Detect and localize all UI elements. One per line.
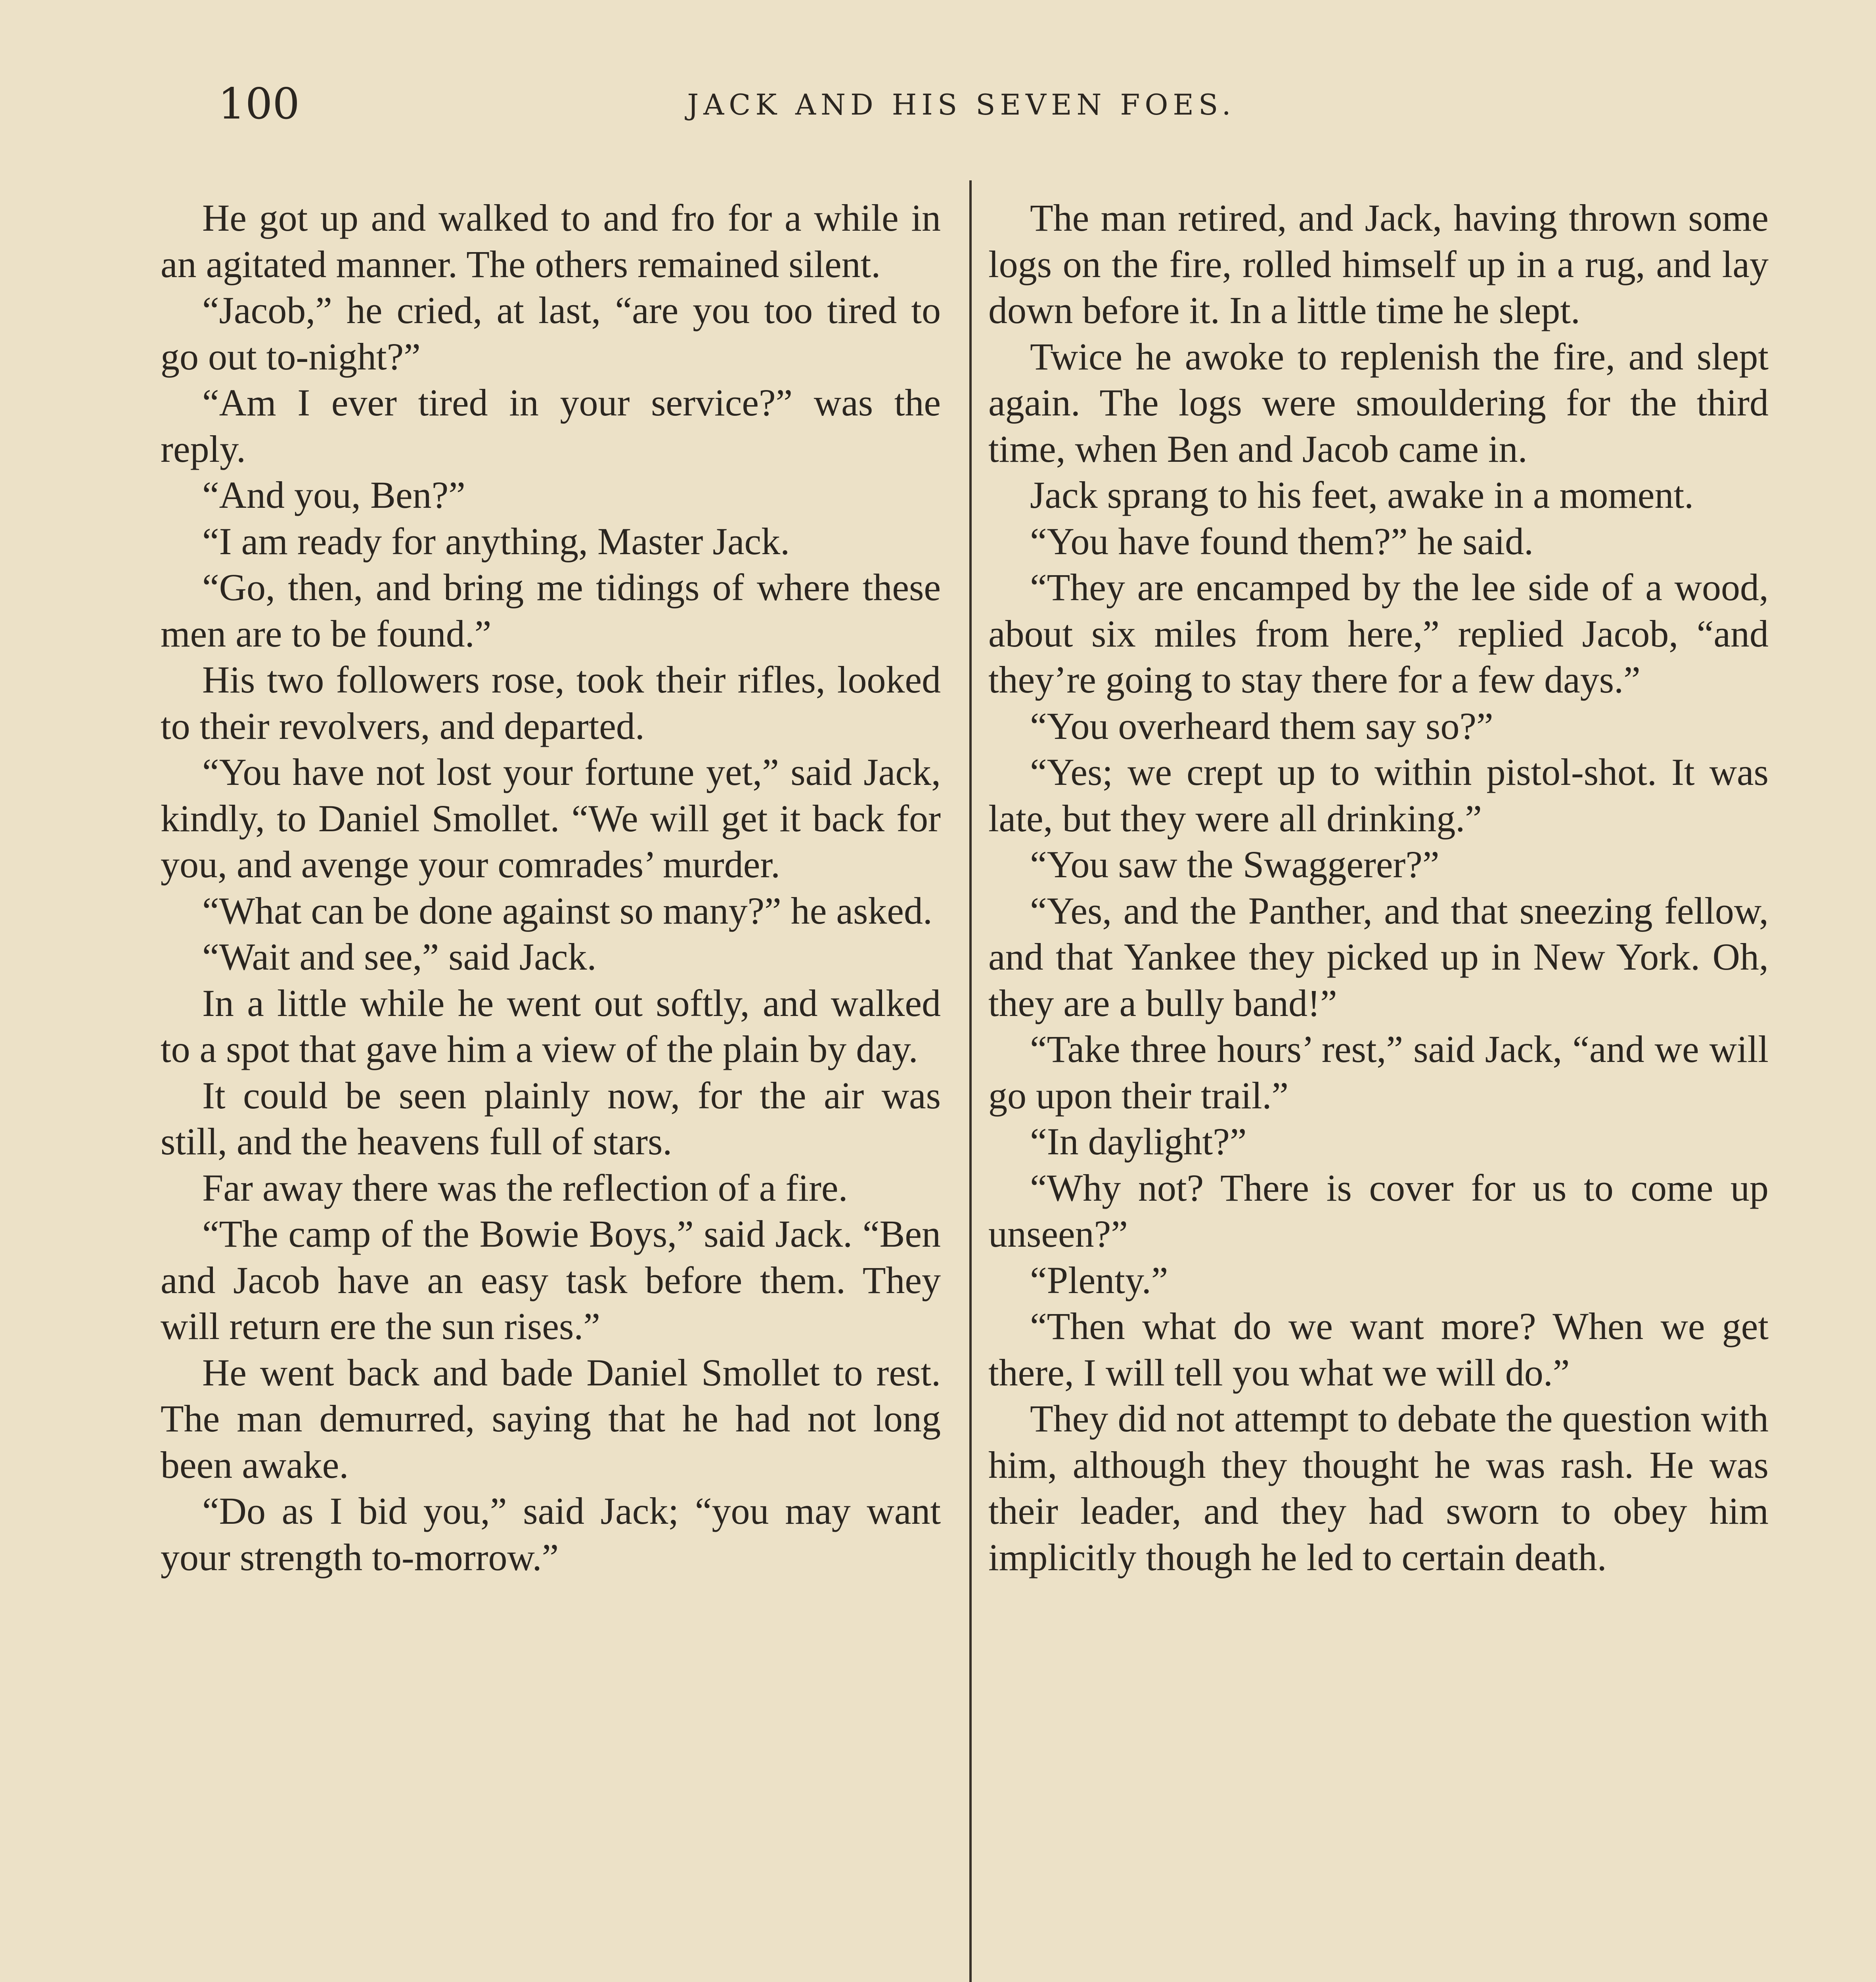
column-divider xyxy=(969,180,972,1982)
paragraph: In a little while he went out softly, and walked to a spot that gave him a view of the plain by day. xyxy=(161,981,941,1070)
right-column-top xyxy=(988,195,1769,1580)
paragraph: “The camp of the Bowie Boys,” said Jack. “Ben and Jacob have an easy task before them. They will return ere the sun rises.” xyxy=(161,1213,941,1347)
paragraph: The man retired, and Jack, having thrown some logs on the fire, rolled himself up in a rug, and lay down before it. In a little time he slept. xyxy=(988,197,1769,331)
paragraph: It could be seen plainly now, for the air was still, and the heavens full of stars. xyxy=(161,1074,941,1163)
paragraph: Twice he awoke to replenish the fire, and slept again. The logs were smouldering for the third time, when Ben and Jacob came in. xyxy=(988,335,1769,470)
paragraph: “They are encamped by the lee side of a wood, about six miles from here,” replied Jacob, “and they’re going to stay there for a few days.” xyxy=(988,566,1769,701)
paragraph: “Why not? There is cover for us to come up unseen?” xyxy=(988,1166,1769,1255)
paragraph: “Jacob,” he cried, at last, “are you too tired to go out to-night?” xyxy=(161,289,941,378)
paragraph: “What can be done against so many?” he asked. xyxy=(202,889,932,932)
paragraph: “Take three hours’ rest,” said Jack, “and we will go upon their trail.” xyxy=(988,1028,1769,1117)
paragraph: His two followers rose, took their rifles, looked to their revolvers, and departed. xyxy=(161,658,941,747)
paragraph: “Yes, and the Panther, and that sneezing fellow, and that Yankee they picked up in New York. Oh, they are a bully band!” xyxy=(988,889,1769,1024)
paragraph: “Yes; we crept up to within pistol-shot. It was late, but they were all drinking.” xyxy=(988,751,1769,840)
paragraph: “You have not lost your fortune yet,” said Jack, kindly, to Daniel Smollet. “We will get it back for you, and avenge your comrades’ murder. xyxy=(161,751,941,886)
paragraph: “I am ready for anything, Master Jack. xyxy=(202,520,790,562)
paragraph: “In daylight?” xyxy=(1030,1120,1247,1163)
running-title: JACK AND HIS SEVEN FOES. xyxy=(687,88,1236,121)
paragraph: Jack sprang to his feet, awake in a moment. xyxy=(1030,474,1694,516)
running-header xyxy=(159,79,1764,135)
paragraph: “Then what do we want more? When we get there, I will tell you what we will do.” xyxy=(988,1305,1769,1394)
paragraph: “And you, Ben?” xyxy=(202,474,465,516)
paragraph: “Am I ever tired in your service?” was the reply. xyxy=(161,381,941,470)
paragraph: “Go, then, and bring me tidings of where these men are to be found.” xyxy=(161,566,941,655)
page-number: 100 xyxy=(218,79,300,129)
paragraph: He got up and walked to and fro for a while in an agitated manner. The others remained silent. xyxy=(161,197,941,285)
paragraph: “Wait and see,” said Jack. xyxy=(202,936,597,978)
paragraph: “You saw the Swaggerer?” xyxy=(1030,843,1440,886)
paragraph: They did not attempt to debate the question with him, although they thought he was rash. He was their leader, and they had sworn to obey him implicitly though he led to certain death. xyxy=(988,1397,1769,1578)
paragraph: “Plenty.” xyxy=(1030,1259,1168,1301)
paragraph: He went back and bade Daniel Smollet to rest. The man demurred, saying that he had not long been awake. xyxy=(161,1351,941,1486)
paragraph: Far away there was the reflection of a fire. xyxy=(202,1166,848,1209)
paragraph: “You have found them?” he said. xyxy=(1030,520,1533,562)
paragraph: “You overheard them say so?” xyxy=(1030,704,1493,747)
paragraph: “Do as I bid you,” said Jack; “you may want your strength to-morrow.” xyxy=(161,1490,941,1578)
left-column-top xyxy=(161,195,941,1580)
